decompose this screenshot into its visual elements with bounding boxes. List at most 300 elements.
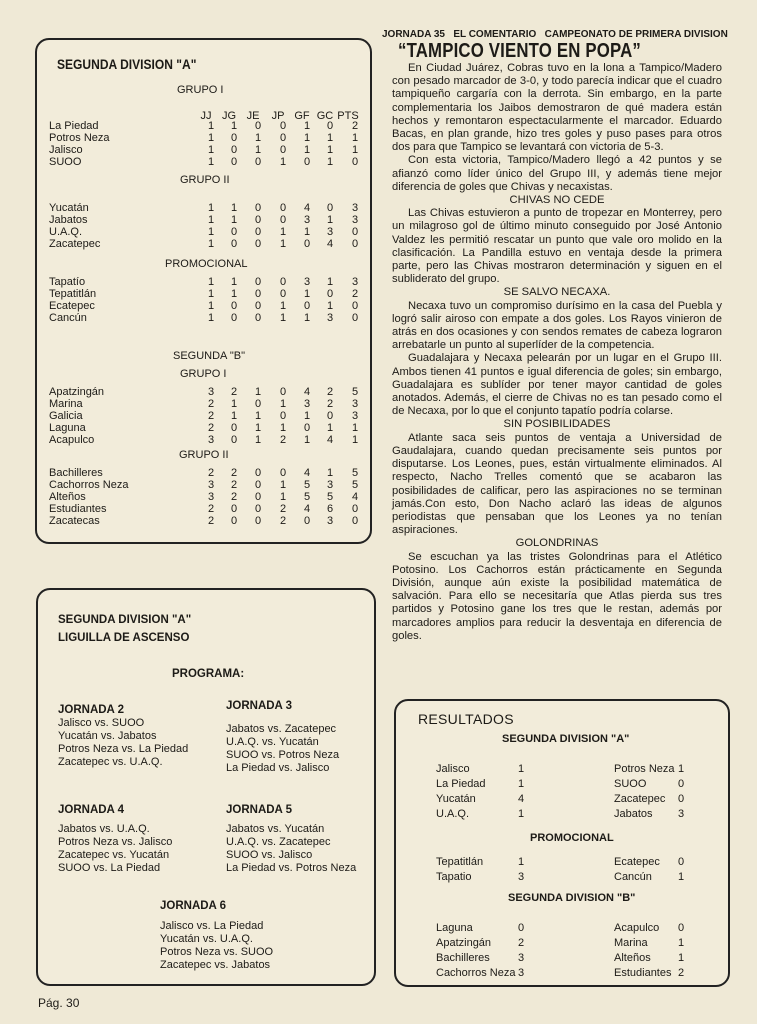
stat-cell: 0 [254, 503, 262, 515]
stat-cell: 1 [230, 214, 238, 226]
stat-cell: 1 [254, 422, 262, 434]
stat-cell: 2 [207, 515, 215, 527]
home-team: Bachilleres [436, 952, 490, 964]
jornada5-matches [226, 823, 356, 875]
home-team: Tepatitlán [436, 856, 484, 868]
table-row [49, 120, 369, 132]
away-score: 0 [678, 778, 685, 790]
stat-cell: 0 [254, 467, 262, 479]
stat-cell: 4 [303, 202, 311, 214]
stat-cell: 1 [279, 226, 287, 238]
result-row [396, 937, 726, 950]
result-row [396, 871, 726, 884]
programa-label: PROGRAMA: [172, 668, 245, 680]
stat-cell: 0 [303, 300, 311, 312]
table-row [49, 410, 369, 422]
stat-cell: 3 [207, 479, 215, 491]
col-gc: GC [316, 110, 334, 122]
stat-cell: 1 [303, 120, 311, 132]
team-name: Cancún [49, 312, 87, 324]
stat-cell: 1 [351, 132, 359, 144]
stat-cell: 2 [207, 503, 215, 515]
table-row [49, 144, 369, 156]
stat-cell: 0 [351, 503, 359, 515]
stat-cell: 1 [326, 132, 334, 144]
team-name: U.A.Q. [49, 226, 83, 238]
table-row [49, 386, 369, 398]
stat-cell: 2 [279, 503, 287, 515]
stat-cell: 3 [326, 312, 334, 324]
stat-cell: 0 [254, 202, 262, 214]
stat-cell: 1 [254, 386, 262, 398]
article-paragraph: Las Chivas estuvieron a punto de tropezar en Monterrey, pero un milagroso gol de último minuto conseguido por José Antonio Valdez les permitió rescatar un punto que vale oro molido en la clasificación. La Pandilla estuvo en ventaja desde la primera parte, pero las Chivas mostraron determinación y siguen en el subliderato del grupo. [392, 207, 722, 286]
team-name: Marina [49, 398, 83, 410]
stat-cell: 1 [230, 202, 238, 214]
stat-cell: 1 [254, 132, 262, 144]
table-row [49, 276, 369, 288]
away-team: SUOO [614, 778, 647, 790]
stat-cell: 0 [254, 398, 262, 410]
grupo2-label: GRUPO II [180, 174, 230, 186]
stat-cell: 1 [351, 144, 359, 156]
away-score: 0 [678, 856, 685, 868]
result-row [396, 778, 726, 791]
stat-cell: 2 [351, 288, 359, 300]
stat-cell: 4 [303, 386, 311, 398]
home-score: 3 [518, 967, 525, 979]
team-name: Bachilleres [49, 467, 103, 479]
home-team: Apatzingán [436, 937, 492, 949]
table-row [49, 214, 369, 226]
segunda-b-label: SEGUNDA "B" [173, 350, 245, 362]
table-row [49, 422, 369, 434]
away-score: 0 [678, 922, 685, 934]
standings-box [35, 38, 372, 544]
team-name: Zacatecas [49, 515, 100, 527]
table-row [49, 434, 369, 446]
article-subheading: GOLONDRINAS [515, 537, 599, 550]
stat-cell: 0 [254, 238, 262, 250]
stat-cell: 3 [351, 202, 359, 214]
stat-cell: 1 [207, 226, 215, 238]
away-team: Marina [614, 937, 648, 949]
stat-cell: 2 [351, 120, 359, 132]
stat-cell: 0 [279, 120, 287, 132]
stat-cell: 2 [230, 479, 238, 491]
stat-cell: 1 [303, 144, 311, 156]
stat-cell: 1 [279, 422, 287, 434]
match: Yucatán vs. U.A.Q. [160, 933, 253, 945]
table-row [49, 491, 369, 503]
stat-cell: 1 [351, 434, 359, 446]
stat-cell: 0 [254, 156, 262, 168]
col-jj: JJ [200, 110, 212, 122]
stat-cell: 3 [351, 398, 359, 410]
match: Zacatepec vs. U.A.Q. [58, 756, 163, 768]
stat-cell: 1 [230, 120, 238, 132]
home-score: 2 [518, 937, 525, 949]
stat-cell: 0 [230, 238, 238, 250]
stat-cell: 1 [207, 214, 215, 226]
stat-cell: 0 [351, 300, 359, 312]
stat-cell: 0 [279, 410, 287, 422]
resultados-box [394, 699, 730, 987]
jornada2-label: JORNADA 2 [58, 704, 125, 716]
jornada6-matches [160, 920, 273, 972]
stat-cell: 1 [207, 238, 215, 250]
stat-cell: 0 [351, 238, 359, 250]
team-name: Jalisco [49, 144, 83, 156]
result-row [396, 856, 726, 869]
stat-cell: 2 [326, 398, 334, 410]
running-header [382, 29, 728, 40]
result-row [396, 967, 726, 980]
stat-cell: 3 [326, 479, 334, 491]
grupo1-label: GRUPO I [177, 84, 224, 96]
col-gf: GF [294, 110, 310, 122]
stat-cell: 1 [254, 144, 262, 156]
table-row [49, 202, 369, 214]
stat-cell: 0 [230, 434, 238, 446]
stat-cell: 3 [207, 434, 215, 446]
stat-cell: 5 [351, 479, 359, 491]
article-body [392, 62, 722, 643]
stat-cell: 1 [279, 479, 287, 491]
stat-cell: 1 [207, 288, 215, 300]
stat-cell: 3 [303, 214, 311, 226]
home-score: 1 [518, 808, 525, 820]
away-score: 1 [678, 937, 685, 949]
match: Jabatos vs. Yucatán [226, 823, 325, 835]
stat-cell: 0 [230, 515, 238, 527]
match: U.A.Q. vs. Zacatepec [226, 836, 331, 848]
resultados-sec1: SEGUNDA DIVISION "A" [502, 733, 630, 745]
stat-cell: 0 [279, 276, 287, 288]
stat-cell: 2 [230, 386, 238, 398]
stat-cell: 2 [279, 434, 287, 446]
team-name: La Piedad [49, 120, 99, 132]
match: SUOO vs. Jalisco [226, 849, 313, 861]
stat-cell: 0 [351, 226, 359, 238]
jornada-label: JORNADA 35 [382, 29, 445, 40]
stat-cell: 1 [279, 312, 287, 324]
stat-cell: 1 [303, 132, 311, 144]
stat-cell: 0 [230, 422, 238, 434]
match: Potros Neza vs. Jalisco [58, 836, 173, 848]
stat-cell: 0 [326, 288, 334, 300]
article-paragraph: Con esta victoria, Tampico/Madero llegó a 42 puntos y se afianzó como líder único del Grupo III, y además tiene mejor diferencia de goles que Chivas y necaxistas. [392, 154, 722, 193]
stat-cell: 0 [303, 156, 311, 168]
away-team: Estudiantes [614, 967, 672, 979]
article-paragraph: Atlante saca seis puntos de ventaja a Universidad de Gaudalajara, cuando quedan precisamente seis puntos por disputarse. Los Leones, pues, están virtualmente eliminados. Al respecto, Nacho Trelles comentó que se acabaron las posibilidades de calificar, pero las aspiraciones no se terminan jamás.Con esto, Don Nacho aclaró las ideas de algunos periodistas que pensaban que los Leones ya no tenían aspiraciones. [392, 431, 722, 537]
jornada4-label: JORNADA 4 [58, 804, 125, 816]
resultados-sec2: PROMOCIONAL [530, 832, 614, 844]
match: Jalisco vs. La Piedad [160, 920, 264, 932]
table-row [49, 515, 369, 527]
stat-cell: 0 [254, 312, 262, 324]
team-name: Cachorros Neza [49, 479, 129, 491]
stat-cell: 2 [326, 386, 334, 398]
stat-cell: 0 [303, 515, 311, 527]
article-headline: “TAMPICO VIENTO EN POPA” [398, 40, 641, 62]
result-row [396, 763, 726, 776]
match: Jabatos vs. U.A.Q. [58, 823, 150, 835]
liguilla-subtitle: LIGUILLA DE ASCENSO [58, 632, 190, 644]
stat-cell: 0 [279, 214, 287, 226]
stat-cell: 1 [230, 288, 238, 300]
stat-cell: 3 [303, 398, 311, 410]
resultados-sec3: SEGUNDA DIVISION "B" [508, 892, 636, 904]
page-number: Pág. 30 [38, 996, 80, 1010]
stat-cell: 2 [207, 398, 215, 410]
table-row [49, 132, 369, 144]
stat-cell: 1 [207, 300, 215, 312]
stat-cell: 0 [326, 410, 334, 422]
stat-cell: 1 [326, 156, 334, 168]
jornada5-label: JORNADA 5 [226, 804, 293, 816]
stat-cell: 5 [351, 467, 359, 479]
stat-cell: 0 [279, 467, 287, 479]
table-row [49, 288, 369, 300]
article-paragraph: En Ciudad Juárez, Cobras tuvo en la lona a Tampico/Madero con pesado marcador de 3-0, y todo parecía indicar que el cuadro tampiqueño cargaría con la derrota. Sin embargo, en la parte complementaria los Jaibos demostraron de qué madera están hechos y remontaron espectacularmente el marcador. Eduardo Bacas, en plan grande, hizo tres goles y puso pases para otros dos para que Tampico se levantará con victoria de 5-3. [392, 62, 722, 154]
jornada3-label: JORNADA 3 [226, 700, 293, 712]
stat-cell: 2 [230, 491, 238, 503]
match: Jabatos vs. Zacatepec [226, 723, 337, 735]
stat-cell: 0 [279, 144, 287, 156]
home-score: 0 [518, 922, 525, 934]
stat-cell: 0 [351, 156, 359, 168]
table-row [49, 226, 369, 238]
stat-cell: 1 [230, 276, 238, 288]
match: Zacatepec vs. Yucatán [58, 849, 170, 861]
stat-cell: 0 [326, 202, 334, 214]
team-name: Acapulco [49, 434, 95, 446]
team-name: Laguna [49, 422, 86, 434]
away-score: 2 [678, 967, 685, 979]
stat-cell: 0 [279, 132, 287, 144]
team-name: Tapatío [49, 276, 86, 288]
stat-cell: 1 [207, 132, 215, 144]
stat-cell: 3 [351, 214, 359, 226]
stat-cell: 5 [303, 479, 311, 491]
stat-cell: 0 [279, 386, 287, 398]
table-row [49, 467, 369, 479]
stat-cell: 1 [303, 434, 311, 446]
article-subheading: SE SALVO NECAXA. [503, 286, 611, 299]
stat-cell: 0 [279, 202, 287, 214]
team-name: Estudiantes [49, 503, 107, 515]
home-team: La Piedad [436, 778, 486, 790]
match: U.A.Q. vs. Yucatán [226, 736, 319, 748]
stat-cell: 1 [207, 144, 215, 156]
stat-cell: 1 [230, 410, 238, 422]
table-row [49, 503, 369, 515]
jornada4-matches [58, 823, 172, 875]
team-name: Ecatepec [49, 300, 95, 312]
away-team: Alteños [614, 952, 651, 964]
stat-cell: 0 [351, 515, 359, 527]
team-name: Apatzingán [49, 386, 105, 398]
stat-cell: 0 [326, 120, 334, 132]
home-team: Laguna [436, 922, 473, 934]
stat-cell: 0 [254, 515, 262, 527]
match: Zacatepec vs. Jabatos [160, 959, 271, 971]
home-team: Cachorros Neza [436, 967, 516, 979]
stat-cell: 0 [254, 479, 262, 491]
stat-cell: 0 [230, 300, 238, 312]
stat-cell: 3 [303, 276, 311, 288]
home-team: Jalisco [436, 763, 470, 775]
liguilla-title: SEGUNDA DIVISION "A" [58, 614, 192, 626]
stat-cell: 0 [254, 276, 262, 288]
col-pts: PTS [337, 110, 359, 122]
col-jg: JG [221, 110, 237, 122]
stat-cell: 1 [326, 467, 334, 479]
jornada2-matches [58, 717, 188, 769]
team-name: Galicia [49, 410, 83, 422]
liguilla-box [36, 588, 376, 986]
match: Potros Neza vs. SUOO [160, 946, 274, 958]
stat-cell: 3 [351, 410, 359, 422]
stat-cell: 1 [303, 288, 311, 300]
stat-cell: 0 [303, 422, 311, 434]
stat-cell: 6 [326, 503, 334, 515]
table-row [49, 300, 369, 312]
away-team: Jabatos [614, 808, 653, 820]
table-row [49, 398, 369, 410]
stat-cell: 1 [326, 144, 334, 156]
stat-cell: 1 [326, 214, 334, 226]
stat-cell: 1 [207, 312, 215, 324]
result-row [396, 922, 726, 935]
stat-cell: 1 [351, 422, 359, 434]
table-row [49, 238, 369, 250]
away-team: Potros Neza [614, 763, 675, 775]
stat-cell: 4 [326, 434, 334, 446]
away-team: Cancún [614, 871, 652, 883]
away-score: 1 [678, 763, 685, 775]
team-name: Yucatán [49, 202, 89, 214]
table-row [49, 156, 369, 168]
stat-cell: 1 [303, 312, 311, 324]
home-score: 3 [518, 871, 525, 883]
home-score: 1 [518, 763, 525, 775]
section-label: EL COMENTARIO [453, 29, 537, 40]
home-team: Tapatio [436, 871, 472, 883]
stat-cell: 0 [254, 120, 262, 132]
team-name: Jabatos [49, 214, 88, 226]
match: SUOO vs. La Piedad [58, 862, 161, 874]
stat-cell: 5 [303, 491, 311, 503]
stat-cell: 1 [207, 156, 215, 168]
article-subheading: CHIVAS NO CEDE [509, 194, 605, 207]
stat-cell: 0 [254, 226, 262, 238]
promocional-label: PROMOCIONAL [165, 258, 248, 270]
stat-cell: 2 [279, 515, 287, 527]
stat-cell: 1 [207, 276, 215, 288]
match: La Piedad vs. Jalisco [226, 762, 330, 774]
stat-cell: 4 [303, 467, 311, 479]
stat-cell: 0 [351, 312, 359, 324]
stat-cell: 2 [207, 410, 215, 422]
stat-cell: 5 [326, 491, 334, 503]
away-team: Ecatepec [614, 856, 660, 868]
table-row [49, 312, 369, 324]
away-score: 3 [678, 808, 685, 820]
match: Potros Neza vs. La Piedad [58, 743, 189, 755]
away-team: Acapulco [614, 922, 660, 934]
stat-cell: 0 [254, 214, 262, 226]
standings-title: SEGUNDA DIVISION "A" [57, 56, 197, 72]
stat-cell: 0 [279, 288, 287, 300]
stat-cell: 0 [230, 226, 238, 238]
stat-cell: 0 [230, 503, 238, 515]
campeonato-label: CAMPEONATO DE PRIMERA DIVISION [544, 29, 728, 40]
stat-cell: 1 [303, 410, 311, 422]
stat-cell: 1 [279, 238, 287, 250]
stat-cell: 0 [230, 156, 238, 168]
stat-cell: 0 [230, 132, 238, 144]
stat-cell: 3 [326, 515, 334, 527]
away-score: 1 [678, 952, 685, 964]
stat-cell: 1 [207, 120, 215, 132]
stat-cell: 1 [254, 434, 262, 446]
result-row [396, 952, 726, 965]
jornada3-matches [226, 723, 339, 775]
stat-cell: 1 [326, 422, 334, 434]
stat-cell: 4 [326, 238, 334, 250]
stat-cell: 0 [303, 238, 311, 250]
home-team: U.A.Q. [436, 808, 470, 820]
result-row [396, 793, 726, 806]
home-team: Yucatán [436, 793, 476, 805]
match: Jalisco vs. SUOO [58, 717, 145, 729]
stat-cell: 4 [351, 491, 359, 503]
home-score: 1 [518, 856, 525, 868]
stat-cell: 3 [326, 226, 334, 238]
stat-cell: 0 [230, 312, 238, 324]
home-score: 1 [518, 778, 525, 790]
article-paragraph: Guadalajara y Necaxa pelearán por un lugar en el Grupo III. Ambos tienen 41 puntos e igual diferencia de goles; sin embargo, Guadalajara es sublíder por tener mayor cantidad de goles anotados. Además, el cierre de Chivas no es tan pesado como el de Necaxa, por lo que el conjunto tapatío podría colarse. [392, 352, 722, 418]
stat-cell: 0 [254, 288, 262, 300]
stat-cell: 3 [207, 386, 215, 398]
result-row [396, 808, 726, 821]
stat-cell: 1 [326, 276, 334, 288]
col-jp: JP [271, 110, 285, 122]
stat-cell: 4 [303, 503, 311, 515]
home-score: 4 [518, 793, 525, 805]
stat-cell: 0 [254, 491, 262, 503]
away-score: 1 [678, 871, 685, 883]
stat-cell: 0 [230, 144, 238, 156]
jornada6-label: JORNADA 6 [160, 900, 227, 912]
table-row [49, 479, 369, 491]
stat-cell: 0 [254, 300, 262, 312]
stat-cell: 2 [230, 467, 238, 479]
stat-cell: 1 [230, 398, 238, 410]
stat-cell: 2 [207, 467, 215, 479]
away-score: 0 [678, 793, 685, 805]
stat-cell: 1 [279, 156, 287, 168]
col-je: JE [246, 110, 260, 122]
b-grupo1-label: GRUPO I [180, 368, 227, 380]
team-name: Tepatitlán [49, 288, 97, 300]
article-paragraph: Se escuchan ya las tristes Golondrinas para el Atlético Potosino. Los Cachorros están prácticamente en Segunda División, aunque aún existe la posibilidad matemática de salvación. Para ello se necesitaría que Atlas pierda sus tres partidos y Potosino gane los tres que le restan, además por marcadores amplios para reducir la desventaja en diferencia de goles. [392, 550, 722, 642]
stat-cell: 1 [279, 491, 287, 503]
match: La Piedad vs. Potros Neza [226, 862, 357, 874]
team-name: SUOO [49, 156, 82, 168]
stat-cell: 1 [303, 226, 311, 238]
